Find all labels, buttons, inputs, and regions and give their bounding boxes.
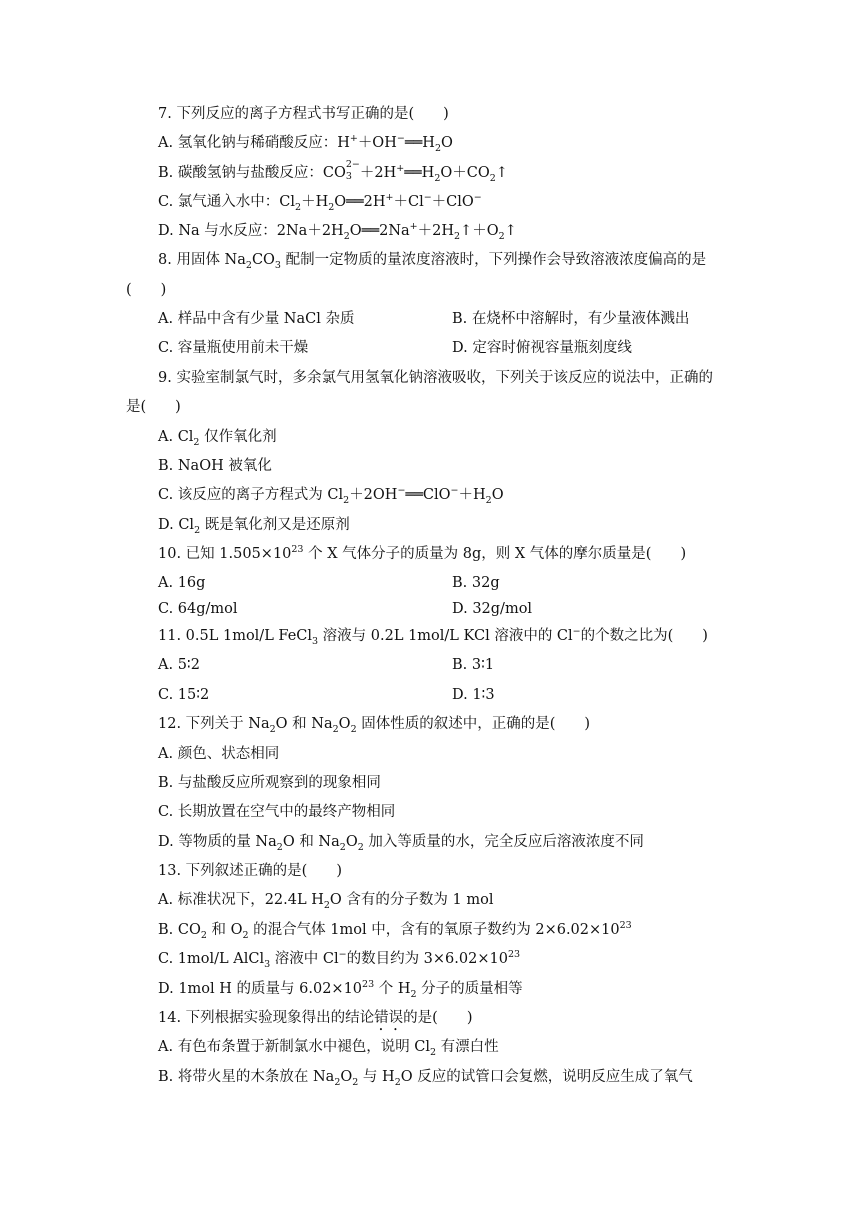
q10-option-d: D. 32g/mol	[452, 601, 533, 617]
q8-option-b: B. 在烧杯中溶解时，有少量液体溅出	[452, 311, 690, 327]
q7-option-d: D. Na 与水反应：$2Na+2H_2O══2Na^++2H_2↑+O_2↑$	[158, 221, 517, 242]
q7-stem: 7. 下列反应的离子方程式书写正确的是( )	[158, 106, 449, 122]
q9-stem: 9. 实验室制氯气时，多余氯气用氢氧化钠溶液吸收，下列关于该反应的说法中，正确的	[158, 370, 713, 386]
q13-option-b: B. $CO_2$ 和 $O_2$ 的混合气体 1mol 中，含有的氧原子数约为 $2\times 6.02\times 10^{23}$	[158, 920, 632, 941]
q11-option-a: A. 5∶2	[158, 657, 200, 673]
q12-stem: 12. 下列关于 $Na_2O$ 和 $Na_2O_2$ 固体性质的叙述中，正确的是( )	[158, 716, 591, 735]
q9-option-a: A. $Cl_2$ 仅作氧化剂	[158, 429, 277, 448]
q7-option-a: A. 氢氧化钠与稀硝酸反应：$H^++OH^-══H_2O$	[158, 133, 453, 154]
q8-stem-cont: ( )	[126, 282, 167, 298]
q13-stem: 13. 下列叙述正确的是( )	[158, 863, 342, 879]
q10-option-a: A. 16g	[158, 575, 206, 591]
q14-stem: 14. 下列根据实验现象得出的结论错误的是( )	[158, 1010, 473, 1026]
q9-option-b: B. NaOH 被氧化	[158, 458, 272, 474]
q10-option-c: C. 64g/mol	[158, 601, 238, 617]
q8-option-c: C. 容量瓶使用前未干燥	[158, 340, 309, 356]
q10-stem: 10. 已知 $1.505\times 10^{23}$ 个 X 气体分子的质量为 8g，则 X 气体的摩尔质量是( )	[158, 544, 687, 562]
q8-option-d: D. 定容时俯视容量瓶刻度线	[452, 340, 632, 356]
q9-stem-cont: 是( )	[126, 399, 181, 415]
q12-option-a: A. 颜色、状态相同	[158, 746, 280, 762]
q11-stem: 11. 0.5L 1mol/L FeCl$_3$ 溶液与 0.2L 1mol/L KCl 溶液中的 Cl−的个数之比为( )	[158, 626, 708, 647]
q11-option-b: B. 3∶1	[452, 657, 495, 673]
q12-option-d: D. 等物质的量 $Na_2O$ 和 $Na_2O_2$ 加入等质量的水，完全反应后溶液浓度不同	[158, 834, 644, 853]
q14-option-a: A. 有色布条置于新制氯水中褪色，说明 $Cl_2$ 有漂白性	[158, 1039, 499, 1058]
q13-option-d: D. 1mol H 的质量与 $6.02\times 10^{23}$ 个 $H_2$ 分子的质量相等	[158, 979, 523, 1000]
q8-option-a: A. 样品中含有少量 NaCl 杂质	[158, 311, 355, 327]
q9-option-d: D. $Cl_2$ 既是氧化剂又是还原剂	[158, 517, 350, 536]
q10-option-b: B. 32g	[452, 575, 500, 591]
q13-option-c: C. 1mol/L AlCl$_3$ 溶液中 Cl−的数目约为 $3\times 6.02\times 10^{23}$	[158, 949, 521, 970]
q14-option-b: B. 将带火星的木条放在 $Na_2O_2$ 与 $H_2O$ 反应的试管口会复燃，说明反应生成了氧气	[158, 1069, 693, 1088]
q7-option-b: B. 碳酸氢钠与盐酸反应：CO 2− 3 $+2H^+══H_2O+CO_2↑$	[158, 159, 508, 184]
q7-option-c: C. 氯气通入水中：$Cl_2+H_2O══2H^++Cl^-+ClO^-$	[158, 192, 482, 213]
q11-option-c: C. 15∶2	[158, 687, 210, 703]
q8-stem: 8. 用固体 $Na_2CO_3$ 配制一定物质的量浓度溶液时，下列操作会导致溶液浓度偏高的是	[158, 252, 707, 271]
q14-emphasis-word: 错误	[374, 1010, 404, 1026]
q9-option-c: C. 该反应的离子方程式为 $Cl_2+2OH^-══ClO^-+H_2O$	[158, 485, 504, 506]
q12-option-c: C. 长期放置在空气中的最终产物相同	[158, 804, 396, 820]
q12-option-b: B. 与盐酸反应所观察到的现象相同	[158, 775, 381, 791]
q11-option-d: D. 1∶3	[452, 687, 495, 703]
q13-option-a: A. 标准状况下，22.4L $H_2O$ 含有的分子数为 1 mol	[158, 892, 494, 911]
